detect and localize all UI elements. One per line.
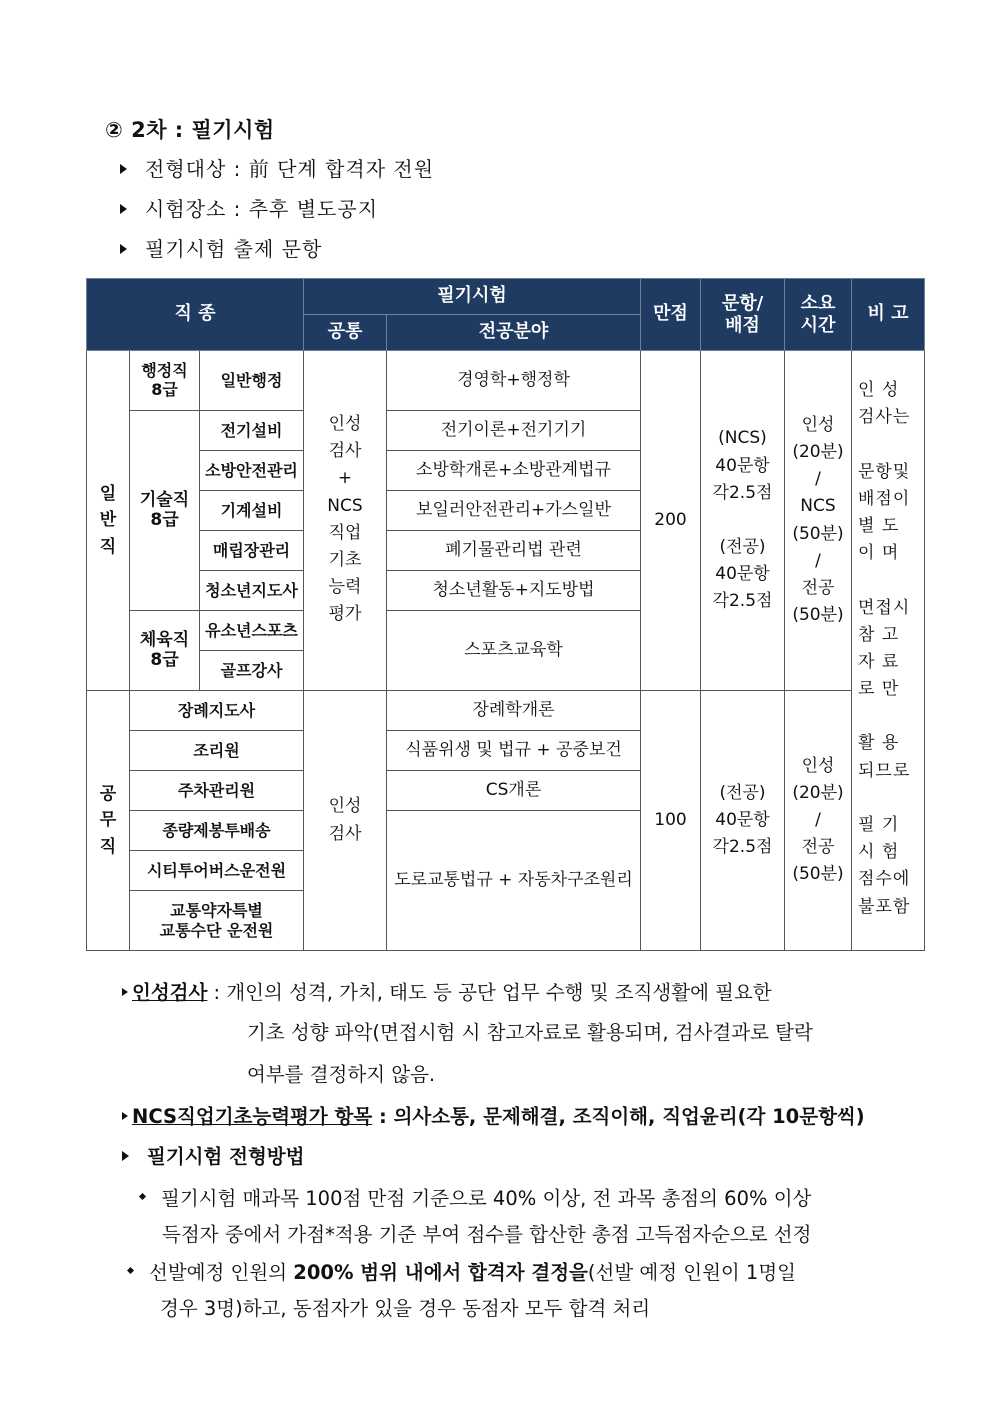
job-cell: 교통약자특별 교통수단 운전원 [130,891,304,951]
grade-tech: 기술직 8급 [130,411,200,611]
header-full-score: 만점 [641,279,701,351]
bullet-questions: 필기시험 출제 문항 [120,233,322,262]
note-ncs: NCS직업기초능력평가 항목 : 의사소통, 문제해결, 조직이해, 직업윤리(각 10문항씩) [122,1096,865,1137]
section-heading: ② 2차 : 필기시험 [105,118,275,142]
note-personality-line2: 기초 성향 파악(면접시험 시 참고자료로 활용되며, 검사결과로 탈락 [247,1021,813,1044]
job-cell: 유소년스포츠 [200,611,304,651]
triangle-bullet-icon [122,988,128,996]
time-public: 인성 (20분) / 전공 (50분) [785,691,852,951]
job-cell: 주차관리원 [130,771,304,811]
major-cell: 보일러안전관리+가스일반 [387,491,641,531]
job-cell: 소방안전관리 [200,451,304,491]
time-general: 인성 (20분) / NCS (50분) / 전공 (50분) [785,351,852,691]
header-time: 소요 시간 [785,279,852,351]
bullet-target: 전형대상 : 前 단계 합격자 전원 [120,153,434,182]
grade-admin: 행정직 8급 [130,351,200,411]
major-cell: CS개론 [387,771,641,811]
triangle-bullet-icon [120,244,127,254]
job-cell: 종량제봉투배송 [130,811,304,851]
major-cell: 소방학개론+소방관계법규 [387,451,641,491]
note-personality-line3: 여부를 결정하지 않음. [247,1063,436,1086]
score-general: 200 [641,351,701,691]
triangle-bullet-icon [120,164,127,174]
header-major: 전공분야 [387,315,641,351]
group-public: 공무직 [87,691,130,951]
header-common: 공통 [304,315,387,351]
common-general: 인성 검사 + NCS 직업 기초 능력 평가 [304,351,387,691]
major-cell: 스포츠교육학 [387,611,641,691]
method-item-2-line1: 선발예정 인원의 200% 범위 내에서 합격자 결정을(선발 예정 인원이 1명일 [128,1254,796,1292]
method-item-2-line2: 경우 3명)하고, 동점자가 있을 경우 동점자 모두 합격 처리 [160,1297,651,1320]
job-cell: 일반행정 [200,351,304,411]
job-cell: 조리원 [130,731,304,771]
grade-sports: 체육직 8급 [130,611,200,691]
major-cell: 식품위생 및 법규 + 공중보건 [387,731,641,771]
header-remarks: 비 고 [852,279,925,351]
job-cell: 골프강사 [200,651,304,691]
major-cell: 도로교통법규 + 자동차구조원리 [387,811,641,951]
remarks-cell: 인 성 검사는 문항및 배점이 별 도 이 며 면접시 참 고 자 료 로 만 활 용 되므로 필 기 시 험 점수에 불포함 [852,351,925,951]
diamond-bullet-icon [127,1267,134,1274]
method-title: 필기시험 전형방법 [122,1136,305,1177]
job-cell: 청소년지도사 [200,571,304,611]
major-cell: 경영학+행정학 [387,351,641,411]
diamond-bullet-icon [139,1193,146,1200]
group-general: 일반직 [87,351,130,691]
note-personality-line1: 인성검사 : 개인의 성격, 가치, 태도 등 공단 업무 수행 및 조직생활에 필요한 [122,972,772,1013]
job-cell: 시티투어버스운전원 [130,851,304,891]
major-cell: 폐기물관리법 관련 [387,531,641,571]
method-item-1-line1: 필기시험 매과목 100점 만점 기준으로 40% 이상, 전 과목 총점의 60% 이상 [140,1180,811,1218]
job-cell: 기계설비 [200,491,304,531]
score-public: 100 [641,691,701,951]
job-cell: 전기설비 [200,411,304,451]
major-cell: 장례학개론 [387,691,641,731]
method-item-1-line2: 득점자 중에서 가점*적용 기준 부여 점수를 합산한 총점 고득점자순으로 선정 [162,1223,812,1246]
header-job: 직 종 [87,279,304,351]
triangle-bullet-icon [122,1151,129,1161]
bullet-location: 시험장소 : 추후 별도공지 [120,193,378,222]
job-cell: 장례지도사 [130,691,304,731]
header-questions: 문항/ 배점 [701,279,785,351]
triangle-bullet-icon [120,204,127,214]
major-cell: 전기이론+전기기기 [387,411,641,451]
written-exam-table [86,278,925,951]
triangle-bullet-icon [122,1112,128,1120]
common-public: 인성 검사 [304,691,387,951]
header-written: 필기시험 [304,279,641,315]
job-cell: 매립장관리 [200,531,304,571]
questions-public: (전공) 40문항 각2.5점 [701,691,785,951]
major-cell: 청소년활동+지도방법 [387,571,641,611]
questions-general: (NCS) 40문항 각2.5점 (전공) 40문항 각2.5점 [701,351,785,691]
